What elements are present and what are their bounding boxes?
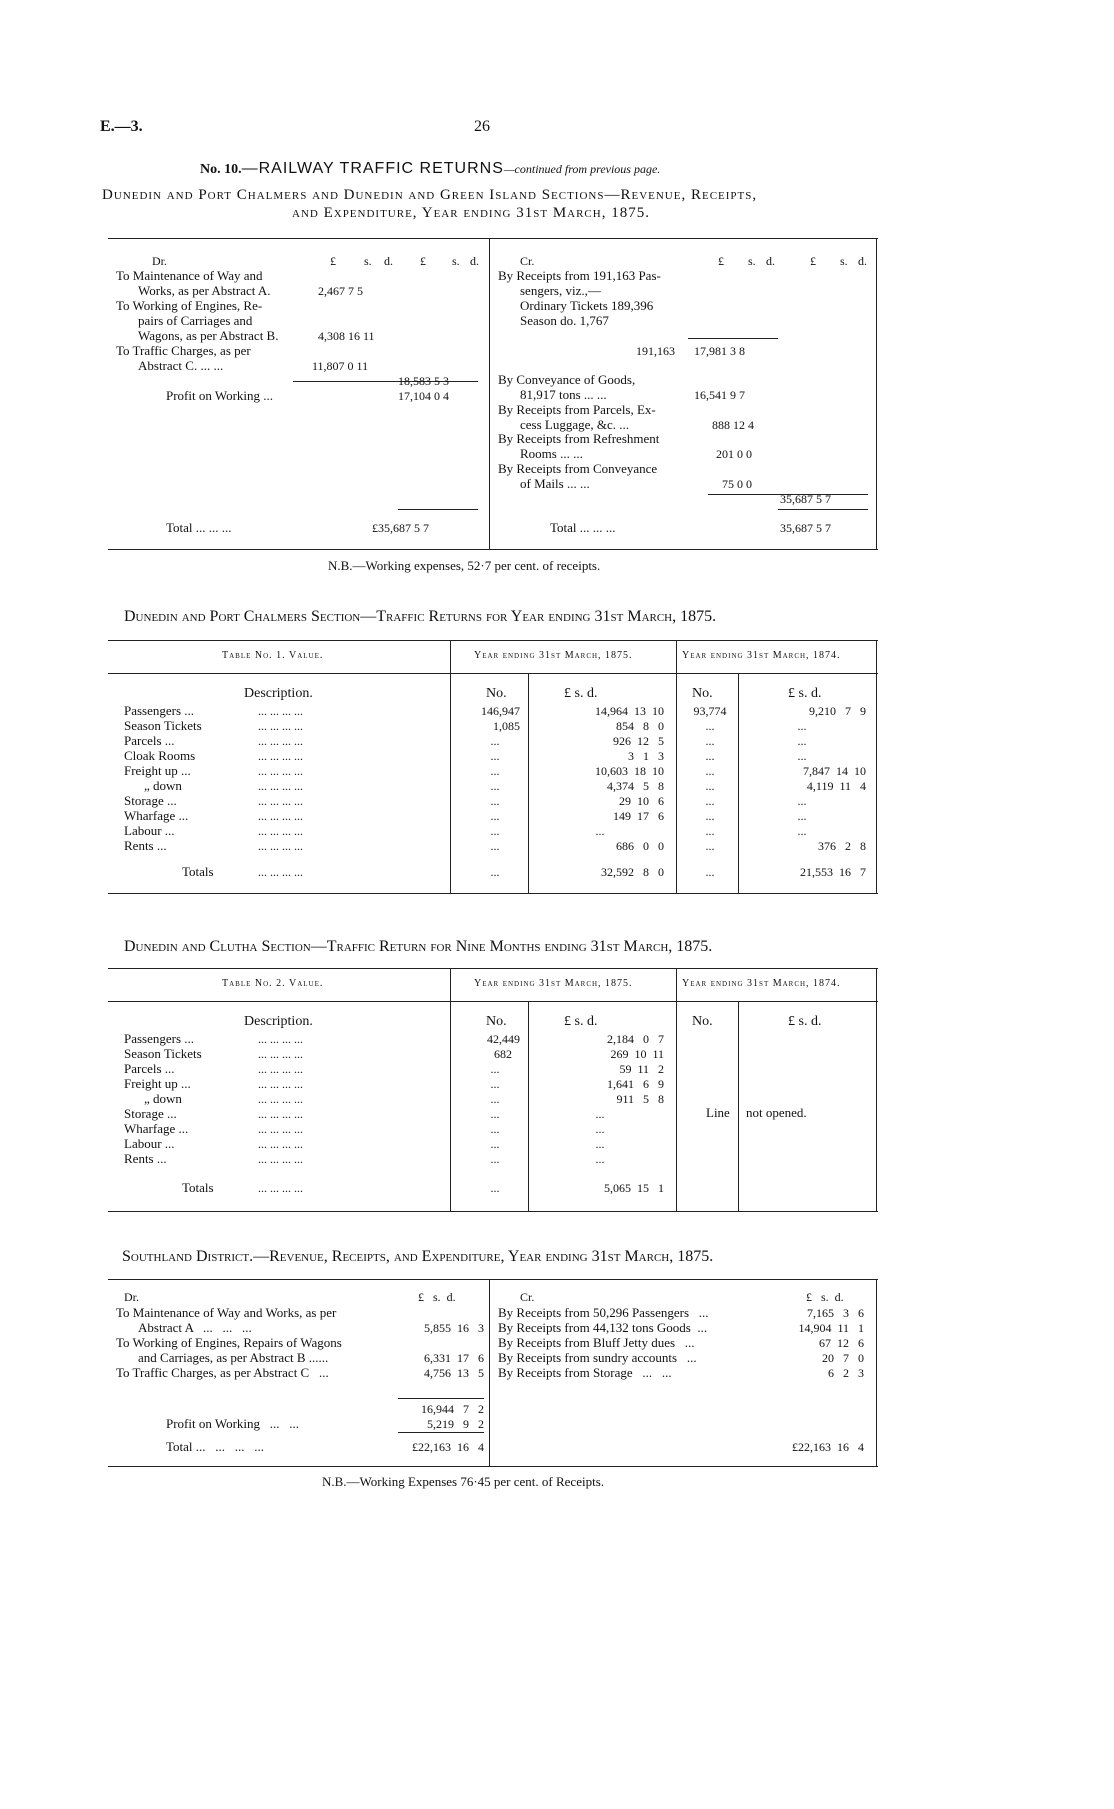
s2-totals-val75: 32,592 8 0: [601, 865, 664, 879]
s1-cr-line-1: sengers, viz.,—: [520, 283, 601, 298]
s1-cr-head-4: £: [810, 254, 816, 268]
s4-cr-val-3: 20 7 0: [822, 1351, 864, 1365]
s3-dots-5: ... ... ... ...: [258, 1107, 303, 1121]
s4-cr-val-4: 6 2 3: [828, 1366, 864, 1380]
s1-dr-val-4: 4,308 16 11: [318, 329, 375, 343]
s2-val74-7: ...: [797, 809, 807, 823]
s2-group-head-2: Year ending 31st March, 1874.: [682, 650, 841, 661]
section1-heading-2: and Expenditure, Year ending 31st March, 1875.: [292, 205, 650, 221]
s3-desc-4: „ down: [144, 1091, 182, 1106]
s4-dr-val-1: 5,855 16 3: [424, 1321, 484, 1335]
s2-desc-1: Season Tickets: [124, 718, 202, 733]
title-number: No. 10.: [200, 162, 242, 177]
s2-dots-4: ... ... ... ...: [258, 764, 303, 778]
s2-no74-0: 93,774: [693, 704, 727, 718]
s3-no75-5: ...: [490, 1107, 500, 1121]
page-ref: E.—3.: [100, 118, 143, 135]
s1-dr-val-1: 2,467 7 5: [318, 284, 363, 298]
s3-no75-6: ...: [490, 1122, 500, 1136]
s2-no75-9: ...: [490, 839, 500, 853]
s2-desc-6: Storage ...: [124, 793, 177, 808]
s2-val74-2: ...: [797, 734, 807, 748]
s4-dr-col-head: £ s. d.: [418, 1290, 456, 1304]
section2-heading: Dunedin and Port Chalmers Section—Traffic Returns for Year ending 31st March, 1875.: [124, 608, 717, 625]
s3-dots-1: ... ... ... ...: [258, 1047, 303, 1061]
s2-val74-9: 376 2 8: [818, 839, 866, 853]
s1-dr-head-3: d.: [384, 254, 393, 268]
s1-dr-sub: 18,583 5 3: [398, 374, 449, 388]
s3-desc-2: Parcels ...: [124, 1061, 175, 1076]
s2-col-no75: No.: [486, 686, 507, 701]
s2-no74-4: ...: [705, 764, 715, 778]
s2-val74-8: ...: [797, 824, 807, 838]
s1-cr-val-8: 888 12 4: [712, 418, 754, 432]
s2-no75-0: 146,947: [481, 704, 520, 718]
s2-val75-4: 10,603 18 10: [595, 764, 664, 778]
s2-val75-2: 926 12 5: [613, 734, 664, 748]
section1-dr-label: Dr.: [152, 254, 167, 268]
s1-dr-line-8: Profit on Working ...: [166, 388, 274, 403]
title-continued: —continued from previous page.: [503, 162, 661, 176]
s3-no75-0: 42,449: [487, 1032, 520, 1046]
section1-cr-label: Cr.: [520, 254, 535, 268]
s3-val75-1: 269 10 11: [610, 1047, 664, 1061]
s2-col-desc: Description.: [244, 686, 313, 701]
s3-dots-3: ... ... ... ...: [258, 1077, 303, 1091]
s1-cr-line-6: 81,917 tons ... ...: [520, 387, 607, 402]
s1-cr-head-3: d.: [766, 254, 775, 268]
s2-dots-9: ... ... ... ...: [258, 839, 303, 853]
s2-totals-no75: ...: [490, 865, 500, 879]
s3-no75-2: ...: [490, 1062, 500, 1076]
s3-val75-3: 1,641 6 9: [607, 1077, 664, 1091]
s4-cr-col-head: £ s. d.: [806, 1290, 844, 1304]
s3-col-no74: No.: [692, 1014, 713, 1029]
s1-dr-head-1: £: [330, 254, 336, 268]
s2-no75-2: ...: [490, 734, 500, 748]
s2-totals-val74: 21,553 16 7: [800, 865, 866, 879]
s4-dr-val-4: 4,756 13 5: [424, 1366, 484, 1380]
s2-val75-9: 686 0 0: [616, 839, 664, 853]
s3-totals-dots: ... ... ... ...: [258, 1181, 303, 1195]
s2-group-head-1: Year ending 31st March, 1875.: [474, 650, 633, 661]
s3-col-val75: £ s. d.: [564, 1014, 598, 1029]
s1-cr-head-2: s.: [748, 254, 756, 268]
s3-group-head-0: Table No. 2. Value.: [222, 978, 324, 989]
s2-dots-7: ... ... ... ...: [258, 809, 303, 823]
s1-dr-head-5: s.: [452, 254, 460, 268]
s3-val75-7: ...: [595, 1137, 605, 1151]
s2-no74-1: ...: [705, 719, 715, 733]
title-main: —RAILWAY TRAFFIC RETURNS: [241, 160, 504, 177]
s4-cr-val-0: 7,165 3 6: [807, 1306, 864, 1320]
s2-no75-3: ...: [490, 749, 500, 763]
s3-col-desc: Description.: [244, 1014, 313, 1029]
s2-group-head-0: Table No. 1. Value.: [222, 650, 324, 661]
s2-no75-4: ...: [490, 764, 500, 778]
s2-val75-6: 29 10 6: [619, 794, 664, 808]
s1-cr-val-10: 201 0 0: [716, 447, 752, 461]
s1-cr-line-4: 191,163: [636, 344, 675, 358]
s2-dots-0: ... ... ... ...: [258, 704, 303, 718]
s2-no74-7: ...: [705, 809, 715, 823]
s2-totals-dots: ... ... ... ...: [258, 865, 303, 879]
s1-dr-line-6: Abstract C. ... ...: [138, 358, 224, 373]
s1-cr-line-2: Ordinary Tickets 189,396: [520, 298, 654, 313]
s2-no75-1: 1,085: [493, 719, 520, 733]
s1-cr-line-11: By Receipts from Conveyance: [498, 461, 658, 476]
s2-val74-4: 7,847 14 10: [803, 764, 866, 778]
s2-col-no74: No.: [692, 686, 713, 701]
section1-heading-1: Dunedin and Port Chalmers and Dunedin and Green Island Sections—Revenue, Receipts,: [102, 187, 758, 203]
s2-dots-8: ... ... ... ...: [258, 824, 303, 838]
s4-dr-profit-label: Profit on Working ... ...: [166, 1416, 300, 1431]
s4-cr-line-3: By Receipts from sundry accounts ...: [498, 1350, 697, 1365]
s1-dr-line-4: Wagons, as per Abstract B.: [138, 328, 279, 343]
s1-cr-total-label: Total ... ... ...: [550, 520, 616, 535]
s2-no75-7: ...: [490, 809, 500, 823]
s2-totals-no74: ...: [705, 865, 715, 879]
s2-dots-3: ... ... ... ...: [258, 749, 303, 763]
s3-line-word: Line: [706, 1105, 730, 1120]
s1-cr-head-5: s.: [840, 254, 848, 268]
s4-cr-total: £22,163 16 4: [792, 1440, 864, 1454]
s3-desc-3: Freight up ...: [124, 1076, 191, 1091]
s3-no75-4: ...: [490, 1092, 500, 1106]
s2-dots-5: ... ... ... ...: [258, 779, 303, 793]
s3-val75-5: ...: [595, 1107, 605, 1121]
s2-val74-5: 4,119 11 4: [806, 779, 866, 793]
s1-cr-val-12: 75 0 0: [722, 477, 752, 491]
s3-totals-no75: ...: [490, 1181, 500, 1195]
s1-dr-profit: 17,104 0 4: [398, 389, 449, 403]
s2-desc-9: Rents ...: [124, 838, 167, 853]
s1-dr-line-1: Works, as per Abstract A.: [138, 283, 271, 298]
s1-cr-head-6: d.: [858, 254, 867, 268]
s3-no75-1: 682: [494, 1047, 512, 1061]
s3-group-head-2: Year ending 31st March, 1874.: [682, 978, 841, 989]
s4-cr-line-0: By Receipts from 50,296 Passengers ...: [498, 1305, 709, 1320]
s1-dr-head-6: d.: [470, 254, 479, 268]
s4-dr-line-1: Abstract A ... ... ...: [138, 1320, 252, 1335]
s2-dots-2: ... ... ... ...: [258, 734, 303, 748]
s2-desc-0: Passengers ...: [124, 703, 195, 718]
s2-val75-5: 4,374 5 8: [607, 779, 664, 793]
s1-cr-val-6: 16,541 9 7: [694, 388, 745, 402]
s3-val75-4: 911 5 8: [616, 1092, 664, 1106]
page-number: 26: [474, 118, 490, 135]
s3-group-head-1: Year ending 31st March, 1875.: [474, 978, 633, 989]
s1-cr-sub: 35,687 5 7: [780, 492, 831, 506]
s2-val75-7: 149 17 6: [613, 809, 664, 823]
s1-cr-line-7: By Receipts from Parcels, Ex-: [498, 402, 656, 417]
s1-cr-line-12: of Mails ... ...: [520, 476, 590, 491]
s1-cr-total: 35,687 5 7: [780, 521, 831, 535]
s3-totals-val75: 5,065 15 1: [604, 1181, 664, 1195]
s1-dr-head-4: £: [420, 254, 426, 268]
s3-dots-2: ... ... ... ...: [258, 1062, 303, 1076]
s1-cr-val-4: 17,981 3 8: [694, 344, 745, 358]
s2-no74-6: ...: [705, 794, 715, 808]
s2-no75-5: ...: [490, 779, 500, 793]
s2-val74-1: ...: [797, 719, 807, 733]
s3-dots-0: ... ... ... ...: [258, 1032, 303, 1046]
s3-desc-6: Wharfage ...: [124, 1121, 189, 1136]
s1-dr-line-0: To Maintenance of Way and: [116, 268, 263, 283]
s2-val74-3: ...: [797, 749, 807, 763]
s2-col-val74: £ s. d.: [788, 686, 822, 701]
page-title: [200, 160, 660, 178]
s2-val74-6: ...: [797, 794, 807, 808]
s4-dr-line-0: To Maintenance of Way and Works, as per: [116, 1305, 337, 1320]
s2-val75-8: ...: [595, 824, 605, 838]
s4-cr-line-1: By Receipts from 44,132 tons Goods ...: [498, 1320, 708, 1335]
s2-no74-3: ...: [705, 749, 715, 763]
s3-val75-2: 59 11 2: [619, 1062, 664, 1076]
s1-dr-total-label: Total ... ... ...: [166, 520, 232, 535]
section3-heading: Dunedin and Clutha Section—Traffic Return for Nine Months ending 31st March, 1875.: [124, 938, 713, 955]
s3-col-val74: £ s. d.: [788, 1014, 822, 1029]
s2-desc-8: Labour ...: [124, 823, 175, 838]
s1-dr-total: £35,687 5 7: [372, 521, 429, 535]
s3-no75-7: ...: [490, 1137, 500, 1151]
s2-desc-3: Cloak Rooms: [124, 748, 196, 763]
s1-cr-line-5: By Conveyance of Goods,: [498, 372, 636, 387]
s3-desc-0: Passengers ...: [124, 1031, 195, 1046]
s3-totals-label: Totals: [182, 1180, 214, 1195]
s4-cr-line-4: By Receipts from Storage ... ...: [498, 1365, 672, 1380]
s3-desc-8: Rents ...: [124, 1151, 167, 1166]
section1-note: N.B.—Working expenses, 52·7 per cent. of receipts.: [328, 558, 601, 573]
s2-no74-2: ...: [705, 734, 715, 748]
s2-totals-label: Totals: [182, 864, 214, 879]
s2-val75-0: 14,964 13 10: [595, 704, 664, 718]
s1-cr-line-0: By Receipts from 191,163 Pas-: [498, 268, 661, 283]
s2-dots-6: ... ... ... ...: [258, 794, 303, 808]
s1-cr-line-10: Rooms ... ...: [520, 446, 583, 461]
s2-no75-8: ...: [490, 824, 500, 838]
s3-val75-0: 2,184 0 7: [607, 1032, 664, 1046]
section4-note: N.B.—Working Expenses 76·45 per cent. of Receipts.: [322, 1474, 605, 1489]
s2-no74-8: ...: [705, 824, 715, 838]
s2-desc-2: Parcels ...: [124, 733, 175, 748]
s3-desc-7: Labour ...: [124, 1136, 175, 1151]
s2-val74-0: 9,210 7 9: [809, 704, 866, 718]
s2-no74-9: ...: [705, 839, 715, 853]
s3-dots-8: ... ... ... ...: [258, 1152, 303, 1166]
s4-dr-subtotal: 16,944 7 2: [421, 1402, 484, 1416]
s2-desc-4: Freight up ...: [124, 763, 191, 778]
s3-dots-6: ... ... ... ...: [258, 1122, 303, 1136]
s2-desc-7: Wharfage ...: [124, 808, 189, 823]
s3-no75-3: ...: [490, 1077, 500, 1091]
s2-val75-1: 854 8 0: [616, 719, 664, 733]
s3-dots-7: ... ... ... ...: [258, 1137, 303, 1151]
s4-dr-label: Dr.: [124, 1290, 139, 1304]
s2-no74-5: ...: [705, 779, 715, 793]
s4-cr-label: Cr.: [520, 1290, 535, 1304]
s3-val75-8: ...: [595, 1152, 605, 1166]
s2-col-val75: £ s. d.: [564, 686, 598, 701]
s1-dr-head-2: s.: [364, 254, 372, 268]
s4-dr-line-2: To Working of Engines, Repairs of Wagons: [116, 1335, 342, 1350]
s4-dr-total: £22,163 16 4: [412, 1440, 484, 1454]
s3-dots-4: ... ... ... ...: [258, 1092, 303, 1106]
s3-col-no75: No.: [486, 1014, 507, 1029]
s1-cr-head-1: £: [718, 254, 724, 268]
s4-dr-profit: 5,219 9 2: [427, 1417, 484, 1431]
s1-cr-line-8: cess Luggage, &c. ...: [520, 417, 630, 432]
s1-dr-line-3: pairs of Carriages and: [138, 313, 253, 328]
s1-dr-line-5: To Traffic Charges, as per: [116, 343, 251, 358]
s4-dr-line-4: To Traffic Charges, as per Abstract C ...: [116, 1365, 329, 1380]
s3-desc-1: Season Tickets: [124, 1046, 202, 1061]
s1-dr-val-6: 11,807 0 11: [312, 359, 369, 373]
s2-val75-3: 3 1 3: [628, 749, 664, 763]
s2-dots-1: ... ... ... ...: [258, 719, 303, 733]
s4-dr-line-3: and Carriages, as per Abstract B ......: [138, 1350, 329, 1365]
s4-cr-val-1: 14,904 11 1: [798, 1321, 864, 1335]
s1-cr-line-9: By Receipts from Refreshment: [498, 431, 660, 446]
section4-heading: Southland District.—Revenue, Receipts, and Expenditure, Year ending 31st March, 1875.: [122, 1248, 714, 1265]
s1-cr-line-3: Season do. 1,767: [520, 313, 609, 328]
s3-no75-8: ...: [490, 1152, 500, 1166]
s4-cr-val-2: 67 12 6: [819, 1336, 864, 1350]
s3-val75-6: ...: [595, 1122, 605, 1136]
s1-dr-line-2: To Working of Engines, Re-: [116, 298, 263, 313]
s4-dr-total-label: Total ... ... ... ...: [166, 1439, 265, 1454]
s2-no75-6: ...: [490, 794, 500, 808]
s4-dr-val-3: 6,331 17 6: [424, 1351, 484, 1365]
s4-cr-line-2: By Receipts from Bluff Jetty dues ...: [498, 1335, 695, 1350]
s3-not-opened: not opened.: [746, 1105, 807, 1120]
s2-desc-5: „ down: [144, 778, 182, 793]
s3-desc-5: Storage ...: [124, 1106, 177, 1121]
